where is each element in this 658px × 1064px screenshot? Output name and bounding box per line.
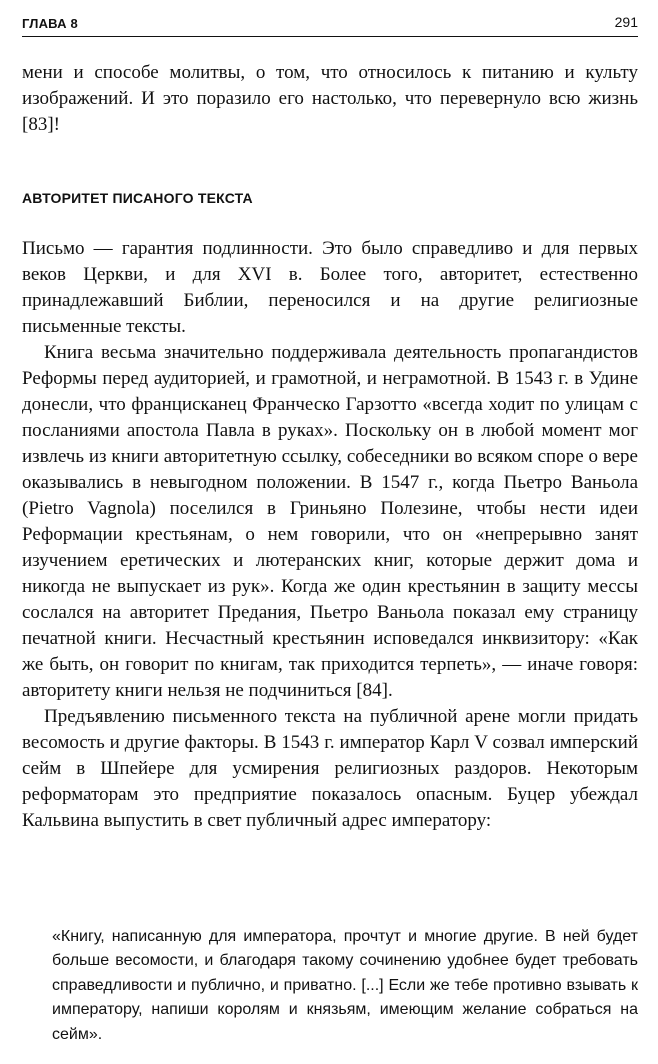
paragraph: Предъявлению письменного текста на публичной арене могли придать весомость и другие факторы. В 1543 г. император Карл V созвал имперский сейм в Шпейере для усмирения религиозных раздоров. Некоторым реформаторам это предприятие показалось опасным. Буцер убеждал Кальвина выпустить в свет публичный адрес императору: (22, 706, 638, 831)
section-body (22, 236, 638, 834)
paragraph: Письмо — гарантия подлинности. Это было справедливо и для первых веков Церкви, и для XVI в. Более того, авторитет, естественно принадлежавший Библии, переносился и на другие религиозные письменные тексты. (22, 238, 638, 337)
paragraph: Книга весьма значительно поддерживала деятельность пропагандистов Реформы перед аудиторией, и грамотной, и неграмотной. В 1543 г. в Удине донесли, что францисканец Франческо Гарзотто «всегда ходит по улицам с посланиями апостола Павла в руках». Поскольку он в любой момент мог извлечь из книги авторитетную ссылку, собеседники во всяком споре о вере оказывались в невыгодном положении. В 1547 г., когда Пьетро Ваньола (Pietro Vagnola) поселился в Гриньяно Полезине, чтобы нести идеи Реформации крестьянам, о нем говорили, что он «непрерывно занят изучением еретических и лютеранских книг, которые держит дома и никогда не выпускает из рук». Когда же один крестьянин в защиту мессы сослался на авторитет Предания, Пьетро Ваньола показал ему страницу печатной книги. Несчастный крестьянин исповедался инквизитору: «Как же быть, он говорит по книгам, так приходится терпеть», — иначе говоря: авторитету книги нельзя не подчиниться [84]. (22, 342, 638, 701)
section-heading: АВТОРИТЕТ ПИСАНОГО ТЕКСТА (22, 190, 253, 206)
running-header (22, 12, 638, 37)
book-page (22, 0, 638, 1064)
continuation-paragraph: мени и способе молитвы, о том, что относилось к питанию и культу изображений. И это поразило его настолько, что перевернуло всю жизнь [83]! (22, 62, 638, 135)
chapter-label: ГЛАВА 8 (22, 16, 78, 31)
block-quote: «Книгу, написанную для императора, прочтут и многие другие. В ней будет больше весомости, и благодаря такому сочинению удобнее будет требовать справедливости и публично, и приватно. [...] Если же тебе противно взывать к императору, напиши королям и князьям, имеющим желание собраться на сейм». (52, 928, 638, 1043)
page-number: 291 (614, 14, 638, 30)
